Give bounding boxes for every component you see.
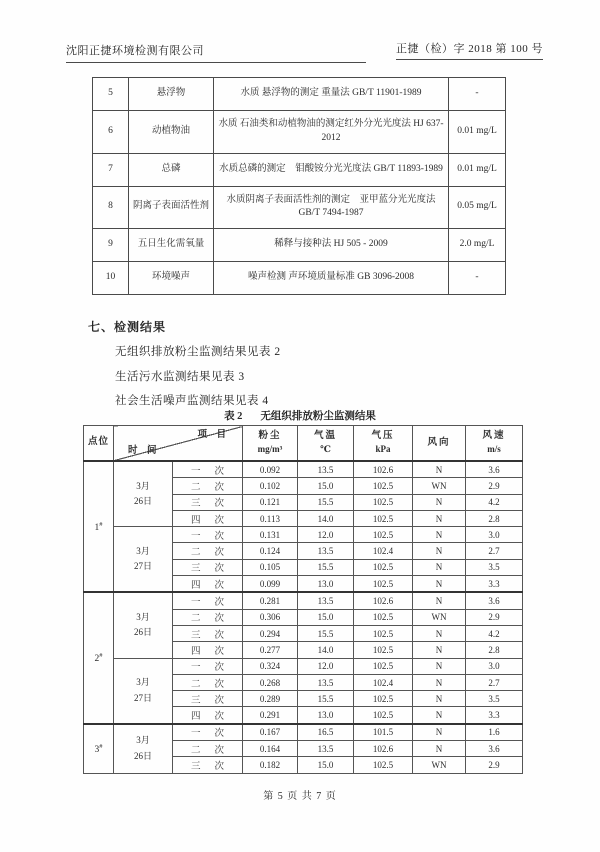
wind-speed-value-cell: 2.9	[466, 609, 523, 625]
wind-direction-value-cell: N	[413, 527, 466, 543]
point-cell: 2#	[84, 592, 114, 723]
temperature-value-cell: 12.0	[298, 658, 354, 674]
dust-value-cell: 0.277	[243, 642, 298, 658]
item-name-cell: 阴离子表面活性剂	[129, 186, 214, 229]
monitoring-table	[83, 425, 523, 774]
wind-speed-value-cell: 3.5	[466, 691, 523, 707]
dust-value-cell: 0.102	[243, 478, 298, 494]
date-cell: 3月 27日	[114, 527, 173, 593]
wind-direction-value-cell: N	[413, 691, 466, 707]
dust-value-cell: 0.289	[243, 691, 298, 707]
wind-speed-value-cell: 2.8	[466, 642, 523, 658]
temperature-value-cell: 15.5	[298, 625, 354, 641]
pressure-value-cell: 102.5	[354, 642, 413, 658]
method-table-row	[93, 111, 506, 154]
detection-limit-cell: 0.01 mg/L	[449, 111, 506, 154]
row-number-cell: 9	[93, 229, 129, 262]
measurement-sequence-cell: 三 次	[173, 757, 243, 773]
wind-direction-value-cell: N	[413, 494, 466, 510]
temperature-value-cell: 13.5	[298, 543, 354, 559]
date-cell: 3月 26日	[114, 592, 173, 658]
dust-value-cell: 0.099	[243, 576, 298, 593]
pressure-column-header: 气压 kPa	[354, 426, 413, 462]
monitoring-data-row	[84, 724, 523, 741]
detection-limit-cell: -	[449, 262, 506, 295]
measurement-sequence-cell: 四 次	[173, 642, 243, 658]
pressure-value-cell: 101.5	[354, 724, 413, 741]
dust-value-cell: 0.291	[243, 707, 298, 724]
row-number-cell: 5	[93, 78, 129, 111]
wind-direction-value-cell: N	[413, 741, 466, 757]
measurement-sequence-cell: 一 次	[173, 658, 243, 674]
method-standard-cell: 水质 石油类和动植物油的测定红外分光光度法 HJ 637-2012	[214, 111, 449, 154]
temperature-value-cell: 15.0	[298, 609, 354, 625]
page-number: 第 5 页 共 7 页	[263, 791, 337, 802]
method-table-row	[93, 186, 506, 229]
pressure-value-cell: 102.5	[354, 576, 413, 593]
measurement-sequence-cell: 三 次	[173, 494, 243, 510]
pressure-value-cell: 102.5	[354, 625, 413, 641]
wind-speed-value-cell: 2.7	[466, 674, 523, 690]
wind-direction-value-cell: N	[413, 724, 466, 741]
detection-limit-cell: 0.01 mg/L	[449, 153, 506, 186]
diagonal-header-cell	[114, 426, 243, 462]
result-line-dust: 无组织排放粉尘监测结果见表 2	[115, 346, 281, 358]
document-number: 正捷（检）字 2018 第 100 号	[396, 40, 543, 60]
method-standard-cell: 稀释与接种法 HJ 505 - 2009	[214, 229, 449, 262]
temperature-value-cell: 13.5	[298, 741, 354, 757]
dust-value-cell: 0.113	[243, 510, 298, 526]
pressure-value-cell: 102.5	[354, 691, 413, 707]
detection-limit-cell: -	[449, 78, 506, 111]
measurement-sequence-cell: 一 次	[173, 527, 243, 543]
temperature-value-cell: 12.0	[298, 527, 354, 543]
monitoring-table-header-row	[84, 426, 523, 462]
result-line-wastewater: 生活污水监测结果见表 3	[115, 371, 245, 383]
result-line-noise: 社会生活噪声监测结果见表 4	[115, 395, 269, 407]
wind-direction-value-cell: N	[413, 707, 466, 724]
method-standard-cell: 水质阴离子表面活性剂的测定 亚甲蓝分光光度法 GB/T 7494-1987	[214, 186, 449, 229]
wind-speed-value-cell: 2.7	[466, 543, 523, 559]
dust-value-cell: 0.092	[243, 461, 298, 478]
point-cell: 3#	[84, 724, 114, 773]
temperature-value-cell: 13.5	[298, 674, 354, 690]
item-name-cell: 悬浮物	[129, 78, 214, 111]
measurement-sequence-cell: 三 次	[173, 625, 243, 641]
row-number-cell: 6	[93, 111, 129, 154]
method-table	[92, 77, 506, 295]
point-column-header: 点位	[84, 426, 114, 462]
date-cell: 3月 26日	[114, 461, 173, 527]
pressure-value-cell: 102.5	[354, 559, 413, 575]
dust-column-header: 粉尘 mg/m³	[243, 426, 298, 462]
wind-direction-value-cell: N	[413, 543, 466, 559]
dust-value-cell: 0.131	[243, 527, 298, 543]
measurement-sequence-cell: 二 次	[173, 543, 243, 559]
measurement-sequence-cell: 二 次	[173, 741, 243, 757]
item-name-cell: 环境噪声	[129, 262, 214, 295]
dust-value-cell: 0.268	[243, 674, 298, 690]
company-name: 沈阳正捷环境检测有限公司	[66, 42, 366, 63]
wind-speed-value-cell: 3.3	[466, 707, 523, 724]
dust-value-cell: 0.306	[243, 609, 298, 625]
table2-caption-label: 表 2	[224, 411, 243, 422]
wind-direction-value-cell: N	[413, 658, 466, 674]
measurement-sequence-cell: 四 次	[173, 707, 243, 724]
temperature-value-cell: 13.0	[298, 576, 354, 593]
temperature-value-cell: 15.0	[298, 478, 354, 494]
temperature-value-cell: 15.5	[298, 691, 354, 707]
wind-speed-value-cell: 2.8	[466, 510, 523, 526]
wind-speed-value-cell: 4.2	[466, 494, 523, 510]
measurement-sequence-cell: 四 次	[173, 510, 243, 526]
wind-speed-value-cell: 3.6	[466, 461, 523, 478]
method-standard-cell: 水质 悬浮物的测定 重量法 GB/T 11901-1989	[214, 78, 449, 111]
temperature-value-cell: 14.0	[298, 642, 354, 658]
dust-value-cell: 0.167	[243, 724, 298, 741]
method-table-row	[93, 153, 506, 186]
row-number-cell: 8	[93, 186, 129, 229]
wind-direction-value-cell: WN	[413, 609, 466, 625]
wind-direction-value-cell: N	[413, 576, 466, 593]
temperature-value-cell: 13.5	[298, 592, 354, 609]
monitoring-data-row	[84, 527, 523, 543]
pressure-value-cell: 102.4	[354, 543, 413, 559]
diagonal-header-item: 项 目	[197, 430, 226, 440]
dust-value-cell: 0.281	[243, 592, 298, 609]
dust-value-cell: 0.182	[243, 757, 298, 773]
measurement-sequence-cell: 一 次	[173, 461, 243, 478]
method-table-row	[93, 229, 506, 262]
pressure-value-cell: 102.5	[354, 478, 413, 494]
wind-speed-value-cell: 3.6	[466, 592, 523, 609]
measurement-sequence-cell: 二 次	[173, 609, 243, 625]
wind-speed-value-cell: 3.0	[466, 527, 523, 543]
temperature-value-cell: 14.0	[298, 510, 354, 526]
wind-direction-value-cell: N	[413, 674, 466, 690]
dust-value-cell: 0.164	[243, 741, 298, 757]
table2-caption-title: 无组织排放粉尘监测结果	[260, 411, 376, 422]
pressure-value-cell: 102.5	[354, 510, 413, 526]
method-standard-cell: 噪声检测 声环境质量标准 GB 3096-2008	[214, 262, 449, 295]
measurement-sequence-cell: 一 次	[173, 592, 243, 609]
wind-speed-value-cell: 2.9	[466, 478, 523, 494]
method-standard-cell: 水质总磷的测定 钼酸铵分光光度法 GB/T 11893-1989	[214, 153, 449, 186]
temperature-value-cell: 15.5	[298, 559, 354, 575]
method-table-row	[93, 262, 506, 295]
dust-value-cell: 0.121	[243, 494, 298, 510]
wind-direction-value-cell: N	[413, 559, 466, 575]
wind-speed-value-cell: 3.6	[466, 741, 523, 757]
section-heading: 七、检测结果	[88, 320, 167, 334]
dust-value-cell: 0.124	[243, 543, 298, 559]
pressure-value-cell: 102.5	[354, 757, 413, 773]
item-name-cell: 五日生化需氧量	[129, 229, 214, 262]
wind-direction-value-cell: N	[413, 461, 466, 478]
wind-direction-value-cell: WN	[413, 757, 466, 773]
wind-direction-value-cell: N	[413, 592, 466, 609]
wind-speed-value-cell: 2.9	[466, 757, 523, 773]
dust-value-cell: 0.324	[243, 658, 298, 674]
pressure-value-cell: 102.4	[354, 674, 413, 690]
detection-limit-cell: 2.0 mg/L	[449, 229, 506, 262]
temperature-value-cell: 13.0	[298, 707, 354, 724]
temperature-value-cell: 13.5	[298, 461, 354, 478]
temperature-value-cell: 15.0	[298, 757, 354, 773]
wind-speed-value-cell: 3.3	[466, 576, 523, 593]
point-cell: 1#	[84, 461, 114, 592]
wind-speed-column-header: 风速 m/s	[466, 426, 523, 462]
pressure-value-cell: 102.6	[354, 461, 413, 478]
diagonal-header-time: 时 间	[128, 445, 157, 456]
measurement-sequence-cell: 四 次	[173, 576, 243, 593]
wind-direction-column-header: 风向	[413, 426, 466, 462]
pressure-value-cell: 102.5	[354, 527, 413, 543]
measurement-sequence-cell: 二 次	[173, 478, 243, 494]
temperature-value-cell: 15.5	[298, 494, 354, 510]
row-number-cell: 10	[93, 262, 129, 295]
table2-caption	[0, 408, 600, 423]
monitoring-data-row	[84, 658, 523, 674]
dust-value-cell: 0.105	[243, 559, 298, 575]
date-cell: 3月 27日	[114, 658, 173, 724]
wind-speed-value-cell: 1.6	[466, 724, 523, 741]
item-name-cell: 总磷	[129, 153, 214, 186]
pressure-value-cell: 102.6	[354, 741, 413, 757]
detection-limit-cell: 0.05 mg/L	[449, 186, 506, 229]
monitoring-data-row	[84, 461, 523, 478]
wind-direction-value-cell: WN	[413, 478, 466, 494]
dust-value-cell: 0.294	[243, 625, 298, 641]
monitoring-data-row	[84, 592, 523, 609]
date-cell: 3月 26日	[114, 724, 173, 773]
wind-speed-value-cell: 4.2	[466, 625, 523, 641]
measurement-sequence-cell: 三 次	[173, 691, 243, 707]
wind-direction-value-cell: N	[413, 642, 466, 658]
temperature-column-header: 气温 ℃	[298, 426, 354, 462]
method-table-row	[93, 78, 506, 111]
pressure-value-cell: 102.5	[354, 658, 413, 674]
wind-speed-value-cell: 3.0	[466, 658, 523, 674]
measurement-sequence-cell: 二 次	[173, 674, 243, 690]
wind-speed-value-cell: 3.5	[466, 559, 523, 575]
pressure-value-cell: 102.5	[354, 494, 413, 510]
measurement-sequence-cell: 三 次	[173, 559, 243, 575]
row-number-cell: 7	[93, 153, 129, 186]
wind-direction-value-cell: N	[413, 625, 466, 641]
item-name-cell: 动植物油	[129, 111, 214, 154]
wind-direction-value-cell: N	[413, 510, 466, 526]
pressure-value-cell: 102.5	[354, 609, 413, 625]
pressure-value-cell: 102.6	[354, 592, 413, 609]
measurement-sequence-cell: 一 次	[173, 724, 243, 741]
temperature-value-cell: 16.5	[298, 724, 354, 741]
pressure-value-cell: 102.5	[354, 707, 413, 724]
